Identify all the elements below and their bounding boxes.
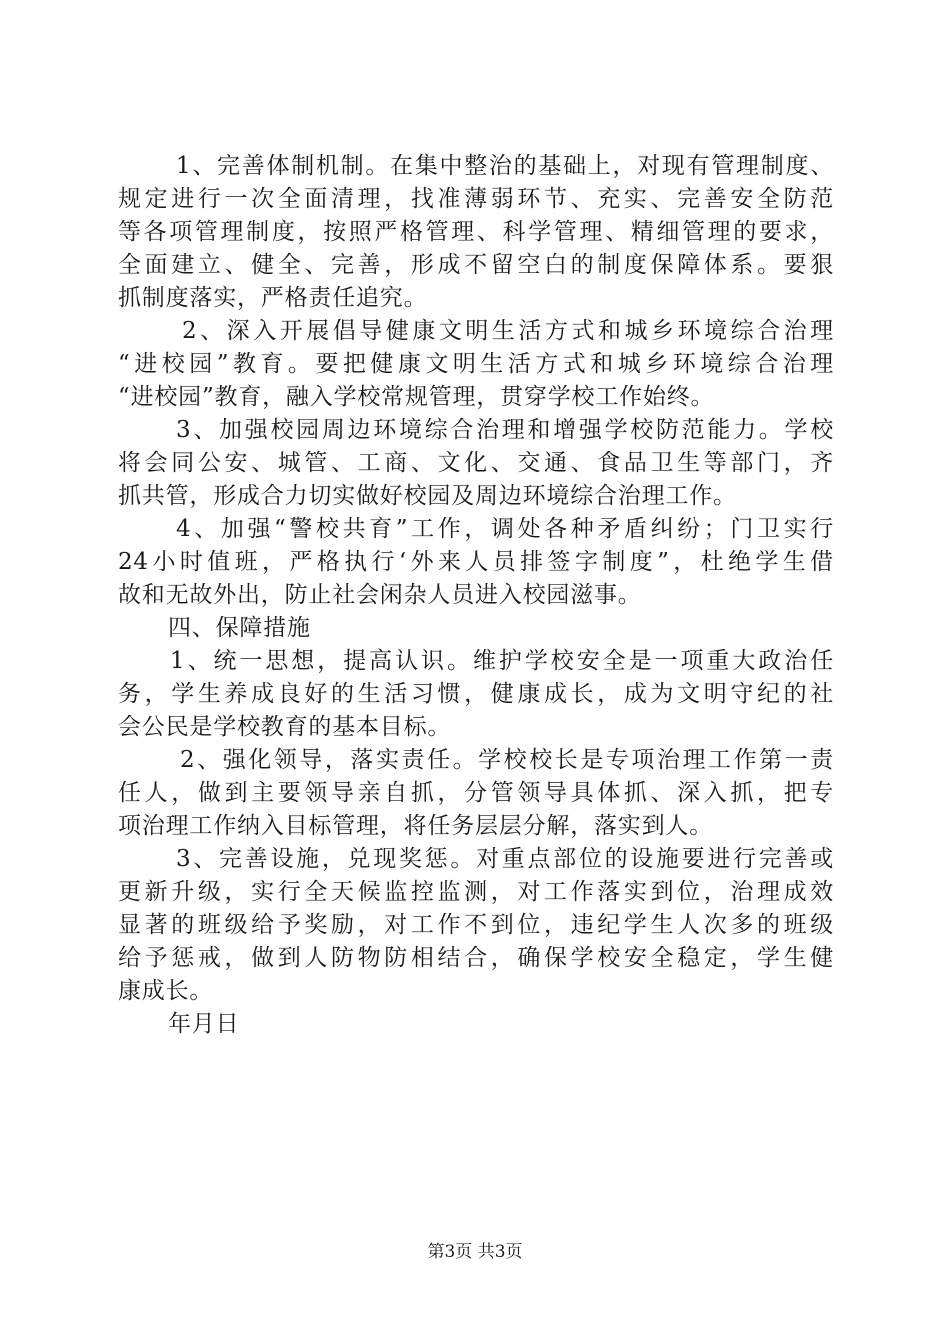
paragraph-line: 务，学生养成良好的生活习惯，健康成长，成为文明守纪的社 bbox=[118, 681, 834, 707]
paragraph-line: 康成长。 bbox=[118, 978, 214, 1004]
page-number-footer: 第3页 共3页 bbox=[427, 1242, 523, 1262]
paragraph-line: 2、强化领导，落实责任。学校校长是专项治理工作第一责 bbox=[180, 747, 834, 773]
paragraph-line: 全面建立、健全、完善，形成不留空白的制度保障体系。要狠 bbox=[118, 252, 834, 278]
paragraph-line: 4、加强“警校共育”工作，调处各种矛盾纠纷；门卫实行 bbox=[176, 516, 834, 542]
paragraph-line: 显著的班级给予奖励，对工作不到位，违纪学生人次多的班级 bbox=[118, 912, 834, 938]
date-line: 年月日 bbox=[168, 1011, 240, 1037]
paragraph-line: 项治理工作纳入目标管理，将任务层层分解，落实到人。 bbox=[118, 813, 713, 839]
paragraph-line: 3、完善设施，兑现奖惩。对重点部位的设施要进行完善或 bbox=[176, 846, 834, 872]
paragraph-line: 抓共管，形成合力切实做好校园及周边环境综合治理工作。 bbox=[118, 483, 737, 509]
paragraph-line: 会公民是学校教育的基本目标。 bbox=[118, 714, 452, 740]
section-heading: 四、保障措施 bbox=[168, 615, 311, 641]
paragraph-line: 2、深入开展倡导健康文明生活方式和城乡环境综合治理 bbox=[182, 318, 834, 344]
paragraph-line: 1、完善体制机制。在集中整治的基础上，对现有管理制度、 bbox=[176, 153, 834, 179]
paragraph-line: 等各项管理制度，按照严格管理、科学管理、精细管理的要求， bbox=[118, 219, 834, 245]
paragraph-line: 给予惩戒，做到人防物防相结合，确保学校安全稳定，学生健 bbox=[118, 945, 834, 971]
paragraph-line: 更新升级，实行全天候监控监测，对工作落实到位，治理成效 bbox=[118, 879, 834, 905]
paragraph-line: 24小时值班，严格执行‘外来人员排签字制度”，杜绝学生借 bbox=[118, 549, 834, 575]
paragraph-line: 抓制度落实，严格责任追究。 bbox=[118, 285, 428, 311]
document-body bbox=[118, 150, 834, 1041]
paragraph-line: 任人，做到主要领导亲自抓，分管领导具体抓、深入抓，把专 bbox=[118, 780, 834, 806]
paragraph-line: 1、统一思想，提高认识。维护学校安全是一项重大政治任 bbox=[170, 648, 834, 674]
paragraph-line: “进校园”教育，融入学校常规管理，贯穿学校工作始终。 bbox=[118, 384, 715, 410]
paragraph-line: 故和无故外出，防止社会闲杂人员进入校园滋事。 bbox=[118, 582, 642, 608]
paragraph-line: 规定进行一次全面清理，找准薄弱环节、充实、完善安全防范 bbox=[118, 186, 834, 212]
paragraph-line: “进校园”教育。要把健康文明生活方式和城乡环境综合治理 bbox=[118, 351, 834, 377]
paragraph-line: 3、加强校园周边环境综合治理和增强学校防范能力。学校 bbox=[176, 417, 834, 443]
paragraph-line: 将会同公安、城管、工商、文化、交通、食品卫生等部门，齐 bbox=[118, 450, 834, 476]
